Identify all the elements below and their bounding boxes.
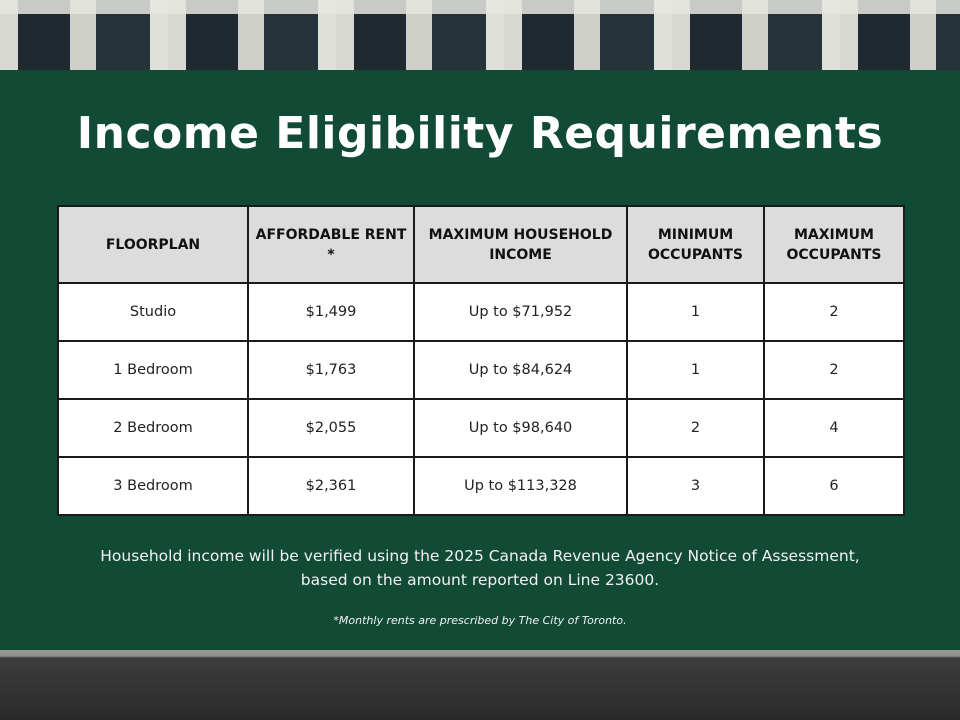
header-max-occupants: MAXIMUM OCCUPANTS — [764, 206, 904, 283]
cell-min-occupants: 1 — [627, 283, 764, 341]
cell-max-occupants: 2 — [764, 283, 904, 341]
cell-floorplan: 3 Bedroom — [58, 457, 248, 515]
header-max-household-income: MAXIMUM HOUSEHOLD INCOME — [414, 206, 627, 283]
street-ground — [0, 650, 960, 720]
cell-income: Up to $113,328 — [414, 457, 627, 515]
header-affordable-rent: AFFORDABLE RENT * — [248, 206, 414, 283]
cell-min-occupants: 1 — [627, 341, 764, 399]
cell-min-occupants: 3 — [627, 457, 764, 515]
cell-income: Up to $98,640 — [414, 399, 627, 457]
header-min-occupants: MINIMUM OCCUPANTS — [627, 206, 764, 283]
cell-rent: $2,055 — [248, 399, 414, 457]
cell-rent: $2,361 — [248, 457, 414, 515]
cell-income: Up to $84,624 — [414, 341, 627, 399]
cell-floorplan: Studio — [58, 283, 248, 341]
verification-note-line1: Household income will be verified using the 2025 Canada Revenue Agency Notice of Assessment, — [100, 547, 860, 565]
verification-note-line2: based on the amount reported on Line 23600. — [300, 571, 660, 589]
cell-max-occupants: 6 — [764, 457, 904, 515]
building-windows — [0, 0, 960, 70]
eligibility-table — [57, 205, 905, 516]
cell-rent: $1,763 — [248, 341, 414, 399]
table-row — [58, 457, 904, 515]
cell-max-occupants: 2 — [764, 341, 904, 399]
header-floorplan: FLOORPLAN — [58, 206, 248, 283]
table-row — [58, 283, 904, 341]
page-title: Income Eligibility Requirements — [76, 108, 884, 159]
cell-floorplan: 1 Bedroom — [58, 341, 248, 399]
table-header-row — [58, 206, 904, 283]
cell-rent: $1,499 — [248, 283, 414, 341]
cell-max-occupants: 4 — [764, 399, 904, 457]
table-row — [58, 399, 904, 457]
verification-note — [0, 544, 960, 592]
cell-income: Up to $71,952 — [414, 283, 627, 341]
rent-footnote: *Monthly rents are prescribed by The City of Toronto. — [333, 614, 627, 627]
table-row — [58, 341, 904, 399]
cell-floorplan: 2 Bedroom — [58, 399, 248, 457]
cell-min-occupants: 2 — [627, 399, 764, 457]
